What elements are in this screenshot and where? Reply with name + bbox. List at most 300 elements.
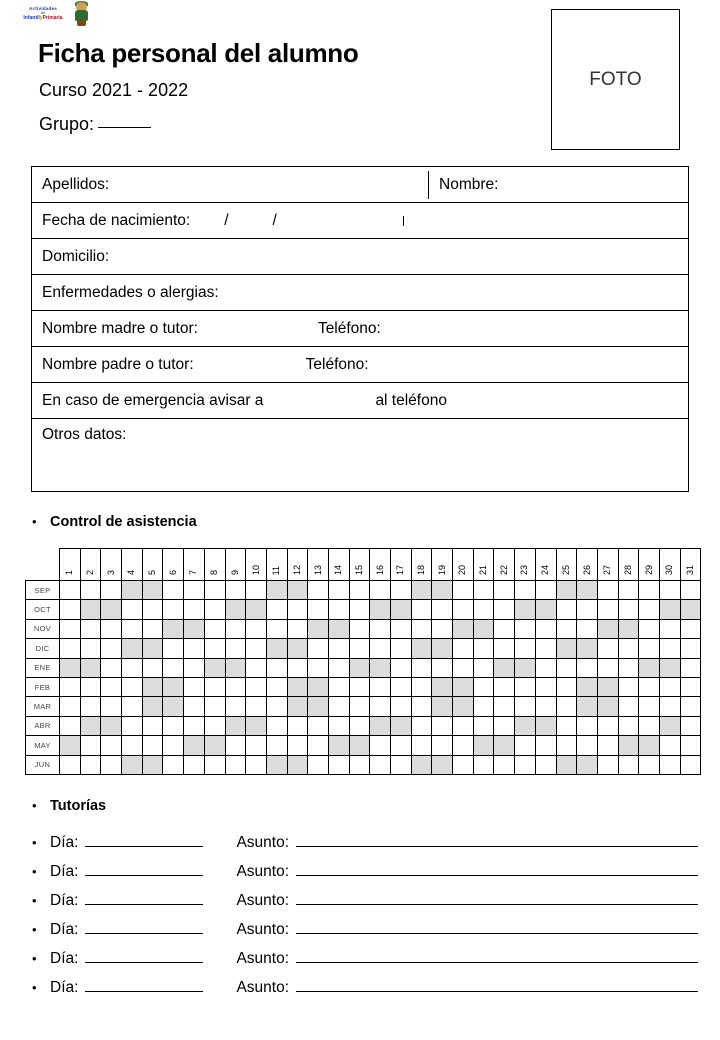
- attendance-cell-weekend[interactable]: [473, 619, 494, 638]
- attendance-cell-weekend[interactable]: [432, 755, 453, 774]
- attendance-cell[interactable]: [494, 619, 515, 638]
- attendance-cell[interactable]: [680, 755, 701, 774]
- attendance-cell[interactable]: [80, 619, 101, 638]
- attendance-cell-weekend[interactable]: [411, 755, 432, 774]
- tutoria-asunto-input-line[interactable]: [296, 846, 698, 847]
- attendance-cell[interactable]: [453, 600, 474, 619]
- attendance-cell[interactable]: [473, 658, 494, 677]
- attendance-cell[interactable]: [473, 716, 494, 735]
- attendance-cell[interactable]: [328, 677, 349, 696]
- attendance-cell[interactable]: [577, 619, 598, 638]
- attendance-cell[interactable]: [515, 736, 536, 755]
- attendance-cell[interactable]: [370, 697, 391, 716]
- attendance-cell[interactable]: [204, 600, 225, 619]
- attendance-cell[interactable]: [225, 755, 246, 774]
- attendance-cell[interactable]: [287, 736, 308, 755]
- attendance-cell-weekend[interactable]: [328, 736, 349, 755]
- attendance-cell-weekend[interactable]: [287, 581, 308, 600]
- attendance-cell[interactable]: [680, 658, 701, 677]
- attendance-cell[interactable]: [349, 755, 370, 774]
- tutoria-asunto-input-line[interactable]: [296, 875, 698, 876]
- attendance-cell[interactable]: [246, 581, 267, 600]
- attendance-cell[interactable]: [328, 755, 349, 774]
- attendance-cell[interactable]: [122, 658, 143, 677]
- attendance-cell[interactable]: [266, 619, 287, 638]
- attendance-cell[interactable]: [122, 600, 143, 619]
- attendance-cell[interactable]: [494, 639, 515, 658]
- attendance-cell[interactable]: [184, 755, 205, 774]
- attendance-cell-weekend[interactable]: [184, 619, 205, 638]
- attendance-cell[interactable]: [246, 677, 267, 696]
- attendance-cell[interactable]: [680, 736, 701, 755]
- attendance-cell-weekend[interactable]: [225, 716, 246, 735]
- attendance-cell[interactable]: [122, 677, 143, 696]
- attendance-cell[interactable]: [122, 619, 143, 638]
- attendance-cell[interactable]: [370, 736, 391, 755]
- attendance-cell[interactable]: [391, 658, 412, 677]
- attendance-cell-weekend[interactable]: [184, 736, 205, 755]
- attendance-cell[interactable]: [60, 600, 81, 619]
- attendance-cell[interactable]: [142, 600, 163, 619]
- attendance-cell[interactable]: [184, 677, 205, 696]
- attendance-cell[interactable]: [391, 736, 412, 755]
- otros-datos-field[interactable]: [32, 419, 688, 449]
- attendance-cell-weekend[interactable]: [391, 716, 412, 735]
- attendance-cell[interactable]: [246, 619, 267, 638]
- attendance-cell-weekend[interactable]: [453, 619, 474, 638]
- attendance-cell[interactable]: [80, 639, 101, 658]
- attendance-cell-weekend[interactable]: [680, 600, 701, 619]
- attendance-cell[interactable]: [163, 736, 184, 755]
- attendance-cell-weekend[interactable]: [577, 677, 598, 696]
- attendance-cell[interactable]: [287, 600, 308, 619]
- attendance-cell[interactable]: [659, 581, 680, 600]
- attendance-cell[interactable]: [370, 677, 391, 696]
- attendance-cell[interactable]: [515, 581, 536, 600]
- attendance-cell-weekend[interactable]: [80, 600, 101, 619]
- fecha-nacimiento-field[interactable]: [32, 207, 403, 235]
- attendance-cell[interactable]: [659, 639, 680, 658]
- attendance-cell[interactable]: [328, 581, 349, 600]
- attendance-cell[interactable]: [184, 658, 205, 677]
- enfermedades-field[interactable]: [32, 279, 688, 307]
- tutoria-dia-input-line[interactable]: [85, 962, 203, 963]
- attendance-cell[interactable]: [163, 755, 184, 774]
- attendance-cell-weekend[interactable]: [142, 639, 163, 658]
- attendance-cell[interactable]: [328, 600, 349, 619]
- attendance-cell-weekend[interactable]: [453, 677, 474, 696]
- attendance-cell[interactable]: [494, 697, 515, 716]
- attendance-cell[interactable]: [60, 697, 81, 716]
- attendance-cell-weekend[interactable]: [60, 736, 81, 755]
- attendance-cell-weekend[interactable]: [287, 639, 308, 658]
- attendance-cell-weekend[interactable]: [391, 600, 412, 619]
- attendance-cell-weekend[interactable]: [577, 581, 598, 600]
- attendance-cell[interactable]: [328, 697, 349, 716]
- attendance-cell-weekend[interactable]: [163, 697, 184, 716]
- attendance-cell[interactable]: [204, 619, 225, 638]
- attendance-cell-weekend[interactable]: [101, 716, 122, 735]
- attendance-cell[interactable]: [659, 736, 680, 755]
- attendance-cell[interactable]: [680, 716, 701, 735]
- attendance-cell-weekend[interactable]: [597, 677, 618, 696]
- attendance-cell[interactable]: [308, 736, 329, 755]
- attendance-cell[interactable]: [225, 677, 246, 696]
- attendance-cell-weekend[interactable]: [287, 677, 308, 696]
- attendance-cell[interactable]: [680, 697, 701, 716]
- attendance-cell[interactable]: [618, 581, 639, 600]
- attendance-cell[interactable]: [680, 619, 701, 638]
- attendance-cell[interactable]: [246, 736, 267, 755]
- attendance-cell-weekend[interactable]: [453, 697, 474, 716]
- attendance-cell[interactable]: [349, 581, 370, 600]
- attendance-cell-weekend[interactable]: [122, 581, 143, 600]
- attendance-cell-weekend[interactable]: [659, 658, 680, 677]
- attendance-cell-weekend[interactable]: [556, 755, 577, 774]
- attendance-cell-weekend[interactable]: [411, 639, 432, 658]
- attendance-cell[interactable]: [577, 658, 598, 677]
- attendance-cell-weekend[interactable]: [122, 755, 143, 774]
- attendance-cell[interactable]: [328, 716, 349, 735]
- attendance-cell[interactable]: [122, 716, 143, 735]
- attendance-cell-weekend[interactable]: [225, 600, 246, 619]
- attendance-cell-weekend[interactable]: [432, 677, 453, 696]
- attendance-cell-weekend[interactable]: [432, 639, 453, 658]
- attendance-cell[interactable]: [80, 755, 101, 774]
- attendance-cell[interactable]: [432, 736, 453, 755]
- tutoria-dia-input-line[interactable]: [85, 904, 203, 905]
- attendance-cell[interactable]: [618, 658, 639, 677]
- attendance-cell[interactable]: [535, 658, 556, 677]
- attendance-cell[interactable]: [639, 581, 660, 600]
- attendance-cell[interactable]: [101, 736, 122, 755]
- attendance-cell-weekend[interactable]: [246, 600, 267, 619]
- attendance-cell-weekend[interactable]: [577, 697, 598, 716]
- attendance-cell[interactable]: [225, 697, 246, 716]
- attendance-cell[interactable]: [432, 716, 453, 735]
- tutoria-asunto-input-line[interactable]: [296, 991, 698, 992]
- attendance-cell[interactable]: [556, 658, 577, 677]
- attendance-cell[interactable]: [597, 581, 618, 600]
- attendance-cell[interactable]: [184, 716, 205, 735]
- attendance-cell-weekend[interactable]: [432, 697, 453, 716]
- attendance-cell-weekend[interactable]: [515, 600, 536, 619]
- attendance-cell[interactable]: [80, 677, 101, 696]
- attendance-cell-weekend[interactable]: [349, 736, 370, 755]
- attendance-cell-weekend[interactable]: [597, 697, 618, 716]
- attendance-cell[interactable]: [535, 755, 556, 774]
- attendance-cell[interactable]: [266, 736, 287, 755]
- nombre-madre-field[interactable]: [32, 315, 688, 343]
- attendance-cell[interactable]: [639, 755, 660, 774]
- attendance-cell[interactable]: [515, 677, 536, 696]
- attendance-cell[interactable]: [142, 736, 163, 755]
- attendance-cell-weekend[interactable]: [618, 619, 639, 638]
- attendance-cell[interactable]: [391, 619, 412, 638]
- attendance-cell[interactable]: [163, 581, 184, 600]
- attendance-cell-weekend[interactable]: [225, 658, 246, 677]
- attendance-cell[interactable]: [659, 697, 680, 716]
- attendance-cell[interactable]: [473, 677, 494, 696]
- attendance-cell[interactable]: [453, 736, 474, 755]
- attendance-cell[interactable]: [349, 600, 370, 619]
- attendance-cell-weekend[interactable]: [494, 736, 515, 755]
- attendance-cell-weekend[interactable]: [266, 639, 287, 658]
- attendance-cell[interactable]: [515, 697, 536, 716]
- attendance-cell-weekend[interactable]: [535, 716, 556, 735]
- attendance-cell[interactable]: [101, 639, 122, 658]
- attendance-cell-weekend[interactable]: [370, 716, 391, 735]
- attendance-cell[interactable]: [308, 581, 329, 600]
- attendance-cell-weekend[interactable]: [432, 581, 453, 600]
- attendance-cell[interactable]: [535, 677, 556, 696]
- attendance-cell[interactable]: [473, 581, 494, 600]
- attendance-cell[interactable]: [266, 716, 287, 735]
- attendance-cell[interactable]: [556, 619, 577, 638]
- attendance-cell[interactable]: [597, 716, 618, 735]
- attendance-cell[interactable]: [556, 716, 577, 735]
- attendance-cell[interactable]: [473, 755, 494, 774]
- attendance-cell[interactable]: [556, 600, 577, 619]
- attendance-cell-weekend[interactable]: [411, 581, 432, 600]
- attendance-cell[interactable]: [639, 716, 660, 735]
- attendance-cell[interactable]: [142, 716, 163, 735]
- attendance-cell[interactable]: [411, 697, 432, 716]
- attendance-cell[interactable]: [204, 755, 225, 774]
- attendance-cell[interactable]: [432, 619, 453, 638]
- attendance-cell[interactable]: [246, 658, 267, 677]
- attendance-cell-weekend[interactable]: [515, 658, 536, 677]
- tutoria-asunto-input-line[interactable]: [296, 962, 698, 963]
- attendance-cell-weekend[interactable]: [473, 736, 494, 755]
- attendance-cell[interactable]: [494, 581, 515, 600]
- attendance-cell[interactable]: [204, 697, 225, 716]
- attendance-cell[interactable]: [287, 619, 308, 638]
- attendance-cell[interactable]: [349, 639, 370, 658]
- fecha-nacimiento-extra-cell[interactable]: [403, 216, 688, 226]
- attendance-cell[interactable]: [184, 639, 205, 658]
- foto-placeholder[interactable]: [551, 9, 680, 150]
- attendance-cell[interactable]: [618, 639, 639, 658]
- attendance-cell-weekend[interactable]: [618, 736, 639, 755]
- attendance-cell[interactable]: [535, 697, 556, 716]
- attendance-cell-weekend[interactable]: [494, 658, 515, 677]
- emergencia-field[interactable]: [32, 387, 688, 415]
- attendance-cell[interactable]: [411, 600, 432, 619]
- attendance-cell[interactable]: [204, 639, 225, 658]
- attendance-cell[interactable]: [597, 658, 618, 677]
- attendance-cell[interactable]: [535, 736, 556, 755]
- attendance-cell[interactable]: [618, 697, 639, 716]
- attendance-cell-weekend[interactable]: [101, 600, 122, 619]
- attendance-cell[interactable]: [473, 697, 494, 716]
- attendance-cell[interactable]: [328, 639, 349, 658]
- attendance-cell[interactable]: [535, 619, 556, 638]
- attendance-cell[interactable]: [473, 600, 494, 619]
- attendance-cell[interactable]: [225, 619, 246, 638]
- tutoria-dia-input-line[interactable]: [85, 991, 203, 992]
- attendance-cell[interactable]: [370, 755, 391, 774]
- attendance-cell[interactable]: [556, 736, 577, 755]
- grupo-blank-line[interactable]: [98, 127, 151, 128]
- attendance-cell-weekend[interactable]: [659, 716, 680, 735]
- attendance-cell[interactable]: [349, 716, 370, 735]
- attendance-cell[interactable]: [535, 581, 556, 600]
- attendance-cell-weekend[interactable]: [60, 658, 81, 677]
- attendance-cell[interactable]: [122, 697, 143, 716]
- attendance-cell[interactable]: [266, 697, 287, 716]
- attendance-cell-weekend[interactable]: [535, 600, 556, 619]
- attendance-cell-weekend[interactable]: [577, 639, 598, 658]
- attendance-cell[interactable]: [370, 581, 391, 600]
- attendance-cell[interactable]: [577, 736, 598, 755]
- attendance-cell[interactable]: [639, 619, 660, 638]
- attendance-cell-weekend[interactable]: [287, 755, 308, 774]
- attendance-cell[interactable]: [391, 697, 412, 716]
- attendance-cell[interactable]: [60, 716, 81, 735]
- attendance-cell-weekend[interactable]: [308, 697, 329, 716]
- attendance-cell[interactable]: [618, 600, 639, 619]
- attendance-cell[interactable]: [391, 639, 412, 658]
- attendance-cell[interactable]: [287, 716, 308, 735]
- attendance-cell-weekend[interactable]: [122, 639, 143, 658]
- attendance-cell[interactable]: [349, 619, 370, 638]
- attendance-cell-weekend[interactable]: [597, 619, 618, 638]
- attendance-cell[interactable]: [535, 639, 556, 658]
- attendance-cell[interactable]: [308, 600, 329, 619]
- attendance-cell[interactable]: [597, 755, 618, 774]
- attendance-cell[interactable]: [618, 716, 639, 735]
- attendance-cell[interactable]: [60, 639, 81, 658]
- attendance-cell[interactable]: [411, 716, 432, 735]
- attendance-cell[interactable]: [225, 581, 246, 600]
- attendance-cell[interactable]: [453, 658, 474, 677]
- attendance-cell-weekend[interactable]: [515, 716, 536, 735]
- attendance-cell[interactable]: [101, 658, 122, 677]
- nombre-field[interactable]: [428, 171, 688, 199]
- attendance-cell[interactable]: [680, 639, 701, 658]
- attendance-cell[interactable]: [225, 639, 246, 658]
- attendance-cell-weekend[interactable]: [246, 716, 267, 735]
- attendance-cell[interactable]: [60, 619, 81, 638]
- attendance-cell[interactable]: [639, 677, 660, 696]
- attendance-cell[interactable]: [60, 581, 81, 600]
- attendance-cell-weekend[interactable]: [142, 677, 163, 696]
- attendance-cell[interactable]: [411, 658, 432, 677]
- attendance-cell[interactable]: [101, 677, 122, 696]
- attendance-cell-weekend[interactable]: [577, 755, 598, 774]
- attendance-cell[interactable]: [494, 677, 515, 696]
- attendance-cell[interactable]: [391, 755, 412, 774]
- attendance-cell[interactable]: [142, 619, 163, 638]
- attendance-cell-weekend[interactable]: [370, 600, 391, 619]
- attendance-cell[interactable]: [60, 677, 81, 696]
- attendance-cell-weekend[interactable]: [142, 697, 163, 716]
- attendance-cell-weekend[interactable]: [266, 581, 287, 600]
- attendance-cell[interactable]: [204, 716, 225, 735]
- attendance-cell-weekend[interactable]: [80, 658, 101, 677]
- attendance-cell[interactable]: [163, 716, 184, 735]
- attendance-cell[interactable]: [246, 755, 267, 774]
- attendance-cell-weekend[interactable]: [287, 697, 308, 716]
- attendance-cell-weekend[interactable]: [204, 736, 225, 755]
- attendance-cell[interactable]: [411, 677, 432, 696]
- attendance-cell[interactable]: [101, 581, 122, 600]
- attendance-cell[interactable]: [246, 639, 267, 658]
- attendance-cell[interactable]: [370, 639, 391, 658]
- attendance-cell[interactable]: [473, 639, 494, 658]
- attendance-cell[interactable]: [184, 581, 205, 600]
- attendance-cell[interactable]: [308, 658, 329, 677]
- attendance-cell[interactable]: [163, 600, 184, 619]
- attendance-cell[interactable]: [204, 581, 225, 600]
- attendance-cell[interactable]: [597, 639, 618, 658]
- attendance-cell[interactable]: [184, 600, 205, 619]
- attendance-cell-weekend[interactable]: [80, 716, 101, 735]
- attendance-cell[interactable]: [266, 600, 287, 619]
- attendance-cell[interactable]: [453, 716, 474, 735]
- attendance-cell[interactable]: [680, 581, 701, 600]
- attendance-cell-weekend[interactable]: [659, 600, 680, 619]
- attendance-cell[interactable]: [556, 677, 577, 696]
- attendance-cell-weekend[interactable]: [308, 619, 329, 638]
- attendance-cell-weekend[interactable]: [142, 755, 163, 774]
- attendance-cell[interactable]: [391, 581, 412, 600]
- tutoria-dia-input-line[interactable]: [85, 933, 203, 934]
- attendance-cell-weekend[interactable]: [308, 677, 329, 696]
- attendance-cell[interactable]: [577, 600, 598, 619]
- attendance-cell-weekend[interactable]: [163, 677, 184, 696]
- attendance-cell[interactable]: [494, 716, 515, 735]
- attendance-cell[interactable]: [618, 677, 639, 696]
- attendance-cell[interactable]: [453, 755, 474, 774]
- attendance-cell[interactable]: [391, 677, 412, 696]
- attendance-cell[interactable]: [411, 619, 432, 638]
- attendance-cell-weekend[interactable]: [204, 658, 225, 677]
- attendance-cell[interactable]: [101, 755, 122, 774]
- attendance-cell[interactable]: [639, 639, 660, 658]
- attendance-cell[interactable]: [142, 658, 163, 677]
- attendance-cell-weekend[interactable]: [142, 581, 163, 600]
- attendance-cell[interactable]: [639, 600, 660, 619]
- attendance-cell[interactable]: [659, 755, 680, 774]
- attendance-cell-weekend[interactable]: [328, 619, 349, 638]
- attendance-cell[interactable]: [370, 619, 391, 638]
- attendance-cell[interactable]: [163, 639, 184, 658]
- attendance-cell[interactable]: [453, 639, 474, 658]
- attendance-cell[interactable]: [80, 736, 101, 755]
- apellidos-field[interactable]: [32, 171, 428, 199]
- attendance-cell-weekend[interactable]: [266, 755, 287, 774]
- attendance-cell[interactable]: [266, 677, 287, 696]
- attendance-cell[interactable]: [80, 697, 101, 716]
- attendance-cell[interactable]: [659, 677, 680, 696]
- attendance-cell[interactable]: [597, 600, 618, 619]
- attendance-cell[interactable]: [556, 697, 577, 716]
- attendance-cell-weekend[interactable]: [556, 581, 577, 600]
- attendance-cell[interactable]: [184, 697, 205, 716]
- attendance-cell-weekend[interactable]: [639, 736, 660, 755]
- attendance-cell[interactable]: [680, 677, 701, 696]
- attendance-cell[interactable]: [597, 736, 618, 755]
- attendance-cell[interactable]: [349, 697, 370, 716]
- attendance-cell-weekend[interactable]: [163, 619, 184, 638]
- domicilio-field[interactable]: [32, 243, 688, 271]
- attendance-cell[interactable]: [453, 581, 474, 600]
- tutoria-dia-input-line[interactable]: [85, 846, 203, 847]
- attendance-cell[interactable]: [494, 755, 515, 774]
- attendance-cell[interactable]: [639, 697, 660, 716]
